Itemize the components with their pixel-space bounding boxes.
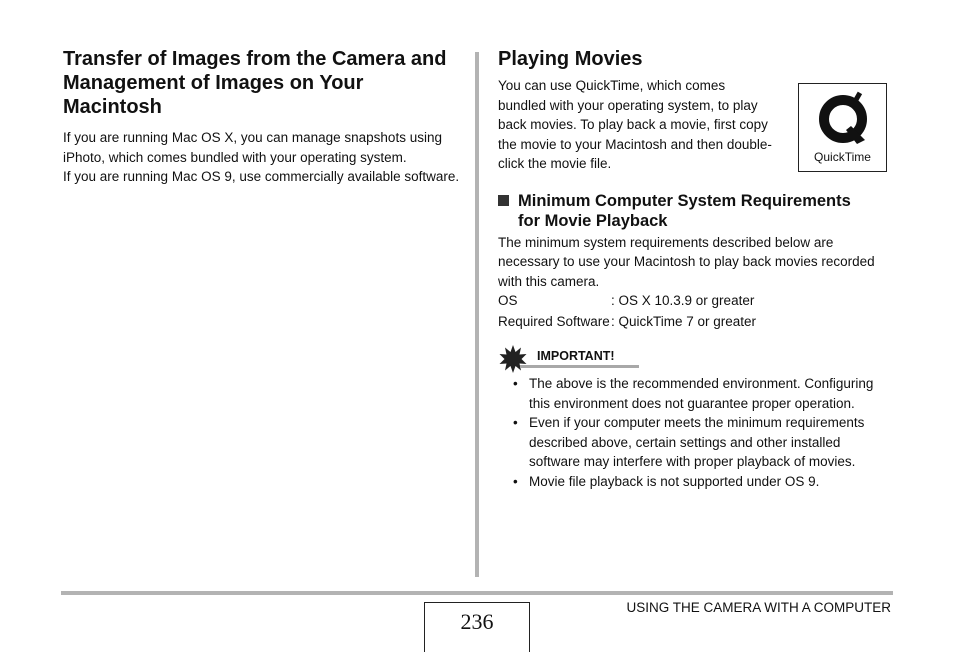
section-title-transfer: Transfer of Images from the Camera and Management of Images on Your Macintosh xyxy=(63,48,447,118)
important-underline xyxy=(520,365,639,368)
quicktime-label: QuickTime xyxy=(814,150,871,164)
important-label: IMPORTANT! xyxy=(537,349,615,363)
section-title-playing-movies: Playing Movies xyxy=(498,48,643,70)
paragraph-mac-os-x: If you are running Mac OS X, you can manage snapshots using iPhoto, which comes bundled with your operating system. xyxy=(63,130,442,165)
footer-rule xyxy=(61,591,893,595)
quicktime-logo xyxy=(798,83,887,172)
page-number-box xyxy=(424,602,530,652)
right-column xyxy=(498,47,890,491)
spec-value: : QuickTime 7 or greater xyxy=(611,313,757,329)
column-divider xyxy=(475,52,479,577)
intro-row xyxy=(498,76,890,174)
list-item: • Movie file playback is not supported under OS 9. xyxy=(498,472,890,492)
square-bullet-icon xyxy=(498,195,509,206)
chapter-label: USING THE CAMERA WITH A COMPUTER xyxy=(626,600,891,615)
requirements-paragraph: The minimum system requirements described below are necessary to use your Macintosh to play back movies recorded with this camera. xyxy=(498,234,875,289)
spec-row-software xyxy=(498,312,890,333)
subheading-text: Minimum Computer System Requirements for Movie Playback xyxy=(518,191,851,230)
paragraph-mac-os-9: If you are running Mac OS 9, use commercially available software. xyxy=(63,169,460,184)
list-item: • The above is the recommended environment. Configuring this environment does not guarantee proper operation. xyxy=(498,374,890,413)
left-column xyxy=(63,47,463,187)
important-list xyxy=(498,374,890,491)
page-number: 236 xyxy=(460,609,494,634)
subheading xyxy=(498,191,890,231)
starburst-icon xyxy=(498,344,528,374)
spec-value: : OS X 10.3.9 or greater xyxy=(611,293,755,308)
spec-label: OS xyxy=(498,293,518,308)
intro-paragraph: You can use QuickTime, which comes bundled with your operating system, to play back movies. To play back a movie, first copy the movie to your Macintosh and then double- click the movie file. xyxy=(498,78,772,171)
quicktime-icon xyxy=(817,90,869,148)
important-header xyxy=(498,346,890,370)
spec-row-os xyxy=(498,291,890,312)
list-item: • Even if your computer meets the minimum requirements described above, certain settings and other installed software may interfere with proper playback of movies. xyxy=(498,413,890,472)
spec-label: Required Software xyxy=(498,313,610,329)
